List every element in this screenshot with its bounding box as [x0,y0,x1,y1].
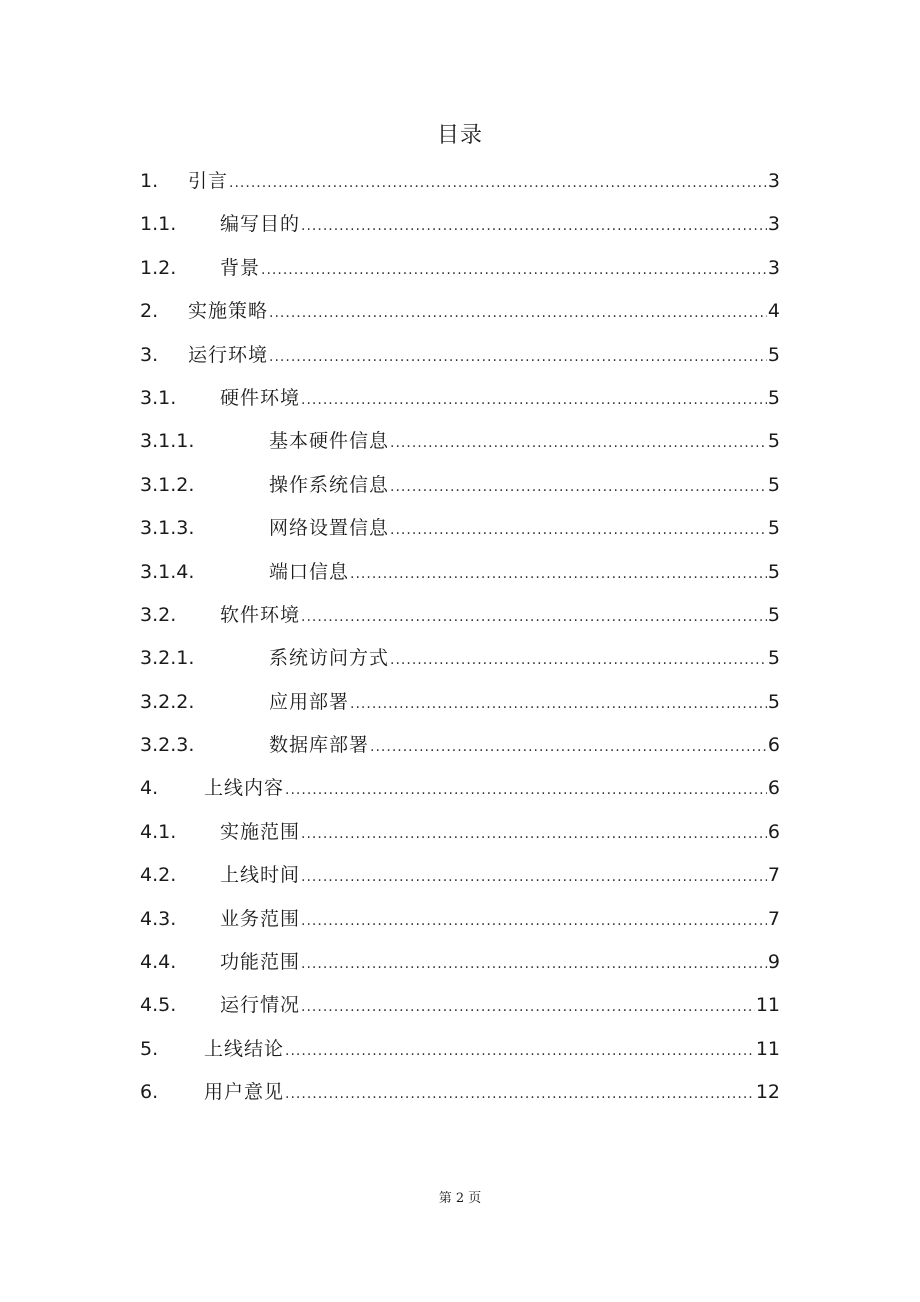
toc-entry[interactable] [140,637,780,680]
toc-entry-number: 3. [140,343,159,366]
toc-entry[interactable] [140,898,780,941]
toc-entry-title: 运行环境 [188,343,269,366]
toc-dot-leader [350,553,767,594]
toc-entry-number: 4.5. [140,994,177,1017]
toc-dot-leader [285,769,767,810]
toc-entry-title: 上线结论 [204,1037,285,1060]
toc-dot-leader [285,1030,755,1071]
toc-entry-title: 实施策略 [188,300,269,323]
toc-entry-page: 5 [767,386,780,409]
toc-entry-title: 数据库部署 [269,734,370,757]
toc-entry-page: 11 [755,1037,780,1060]
toc-title: 目录 [436,123,483,148]
toc-dot-leader [261,249,767,290]
toc-entry-number: 4.4. [140,951,177,974]
toc-entry[interactable] [140,854,780,897]
toc-entry-page: 3 [767,213,780,236]
toc-entry-number: 4.3. [140,907,177,930]
toc-dot-leader [301,205,767,246]
toc-entry[interactable] [140,1071,780,1114]
toc-entry[interactable] [140,507,780,550]
toc-dot-leader [301,943,767,984]
toc-entry-page: 3 [767,170,780,192]
toc-entry-number: 1.2. [140,256,177,279]
toc-entry[interactable] [140,551,780,594]
toc-entry-number: 3.1.3. [140,517,195,540]
toc-entry-number: 3.1.2. [140,473,195,496]
toc-entry-page: 7 [767,864,780,887]
toc-entry-title: 操作系统信息 [269,473,390,496]
toc-entry[interactable] [140,594,780,637]
toc-entry-title: 业务范围 [220,907,301,930]
toc-entry-title: 网络设置信息 [269,517,390,540]
toc-entry-page: 5 [767,343,780,366]
toc-entry[interactable] [140,160,780,203]
toc-dot-leader [390,639,767,680]
toc-entry-title: 硬件环境 [220,386,301,409]
toc-entry-page: 5 [767,647,780,670]
toc-entry-title: 编写目的 [220,213,301,236]
toc-entry-title: 引言 [188,170,229,192]
toc-entry[interactable] [140,203,780,246]
toc-entry-page: 6 [767,820,780,843]
toc-entry-number: 3.1.4. [140,560,195,583]
toc-dot-leader [301,986,755,1027]
toc-entry-number: 1.1. [140,213,177,236]
toc-dot-leader [390,466,767,507]
toc-entry-number: 3.2.2. [140,690,195,713]
toc-entry-number: 3.2.3. [140,734,195,757]
page-footer: 第 2 页 [438,1191,482,1206]
toc-entry[interactable] [140,1028,780,1071]
toc-dot-leader [301,900,767,941]
toc-dot-leader [229,162,767,203]
toc-dot-leader [390,509,767,550]
toc-entry[interactable] [140,984,780,1027]
toc-entry-title: 端口信息 [269,560,350,583]
toc-entry-page: 5 [767,430,780,453]
toc-entry-title: 软件环境 [220,603,301,626]
toc-entry-number: 1. [140,170,159,192]
toc-entry-page: 5 [767,603,780,626]
toc-entry-title: 实施范围 [220,820,301,843]
toc-entry-number: 3.1.1. [140,430,195,453]
toc-entry-page: 5 [767,473,780,496]
toc-entry-number: 4. [140,777,159,800]
toc-dot-leader [269,336,767,377]
toc-entry[interactable] [140,767,780,810]
toc-entry-title: 上线内容 [204,777,285,800]
toc-entry-title: 应用部署 [269,690,350,713]
toc-entry-page: 5 [767,517,780,540]
toc-entry[interactable] [140,464,780,507]
toc-entry[interactable] [140,724,780,767]
toc-dot-leader [285,1073,755,1114]
toc-entry-title: 用户意见 [204,1081,285,1104]
toc-entry-number: 4.2. [140,864,177,887]
toc-entry-number: 6. [140,1081,159,1104]
toc-dot-leader [370,726,767,767]
toc-entry-page: 9 [767,951,780,974]
toc-entry[interactable] [140,334,780,377]
toc-entry-title: 运行情况 [220,994,301,1017]
toc-entry-number: 4.1. [140,820,177,843]
toc-entry-number: 3.2.1. [140,647,195,670]
toc-dot-leader [301,856,767,897]
toc-entry-number: 2. [140,300,159,323]
toc-entry-title: 上线时间 [220,864,301,887]
toc-entry[interactable] [140,811,780,854]
toc-entry-page: 12 [755,1081,780,1104]
toc-entry-page: 7 [767,907,780,930]
toc-entry-page: 3 [767,256,780,279]
table-of-contents [140,160,780,1115]
toc-entry[interactable] [140,681,780,724]
toc-entry-title: 背景 [220,256,261,279]
toc-entry[interactable] [140,247,780,290]
toc-entry-title: 系统访问方式 [269,647,390,670]
toc-entry-number: 5. [140,1037,159,1060]
toc-dot-leader [390,422,767,463]
toc-entry-page: 6 [767,734,780,757]
toc-dot-leader [269,292,767,333]
toc-dot-leader [301,596,767,637]
toc-entry-page: 11 [755,994,780,1017]
toc-entry[interactable] [140,941,780,984]
toc-entry-number: 3.1. [140,386,177,409]
toc-entry[interactable] [140,420,780,463]
toc-entry-title: 基本硬件信息 [269,430,390,453]
toc-entry-number: 3.2. [140,603,177,626]
toc-entry[interactable] [140,290,780,333]
toc-dot-leader [301,813,767,854]
toc-entry-page: 6 [767,777,780,800]
toc-entry-title: 功能范围 [220,951,301,974]
toc-entry-page: 5 [767,690,780,713]
toc-dot-leader [301,379,767,420]
toc-dot-leader [350,683,767,724]
toc-entry-page: 4 [767,300,780,323]
toc-entry[interactable] [140,377,780,420]
toc-entry-page: 5 [767,560,780,583]
